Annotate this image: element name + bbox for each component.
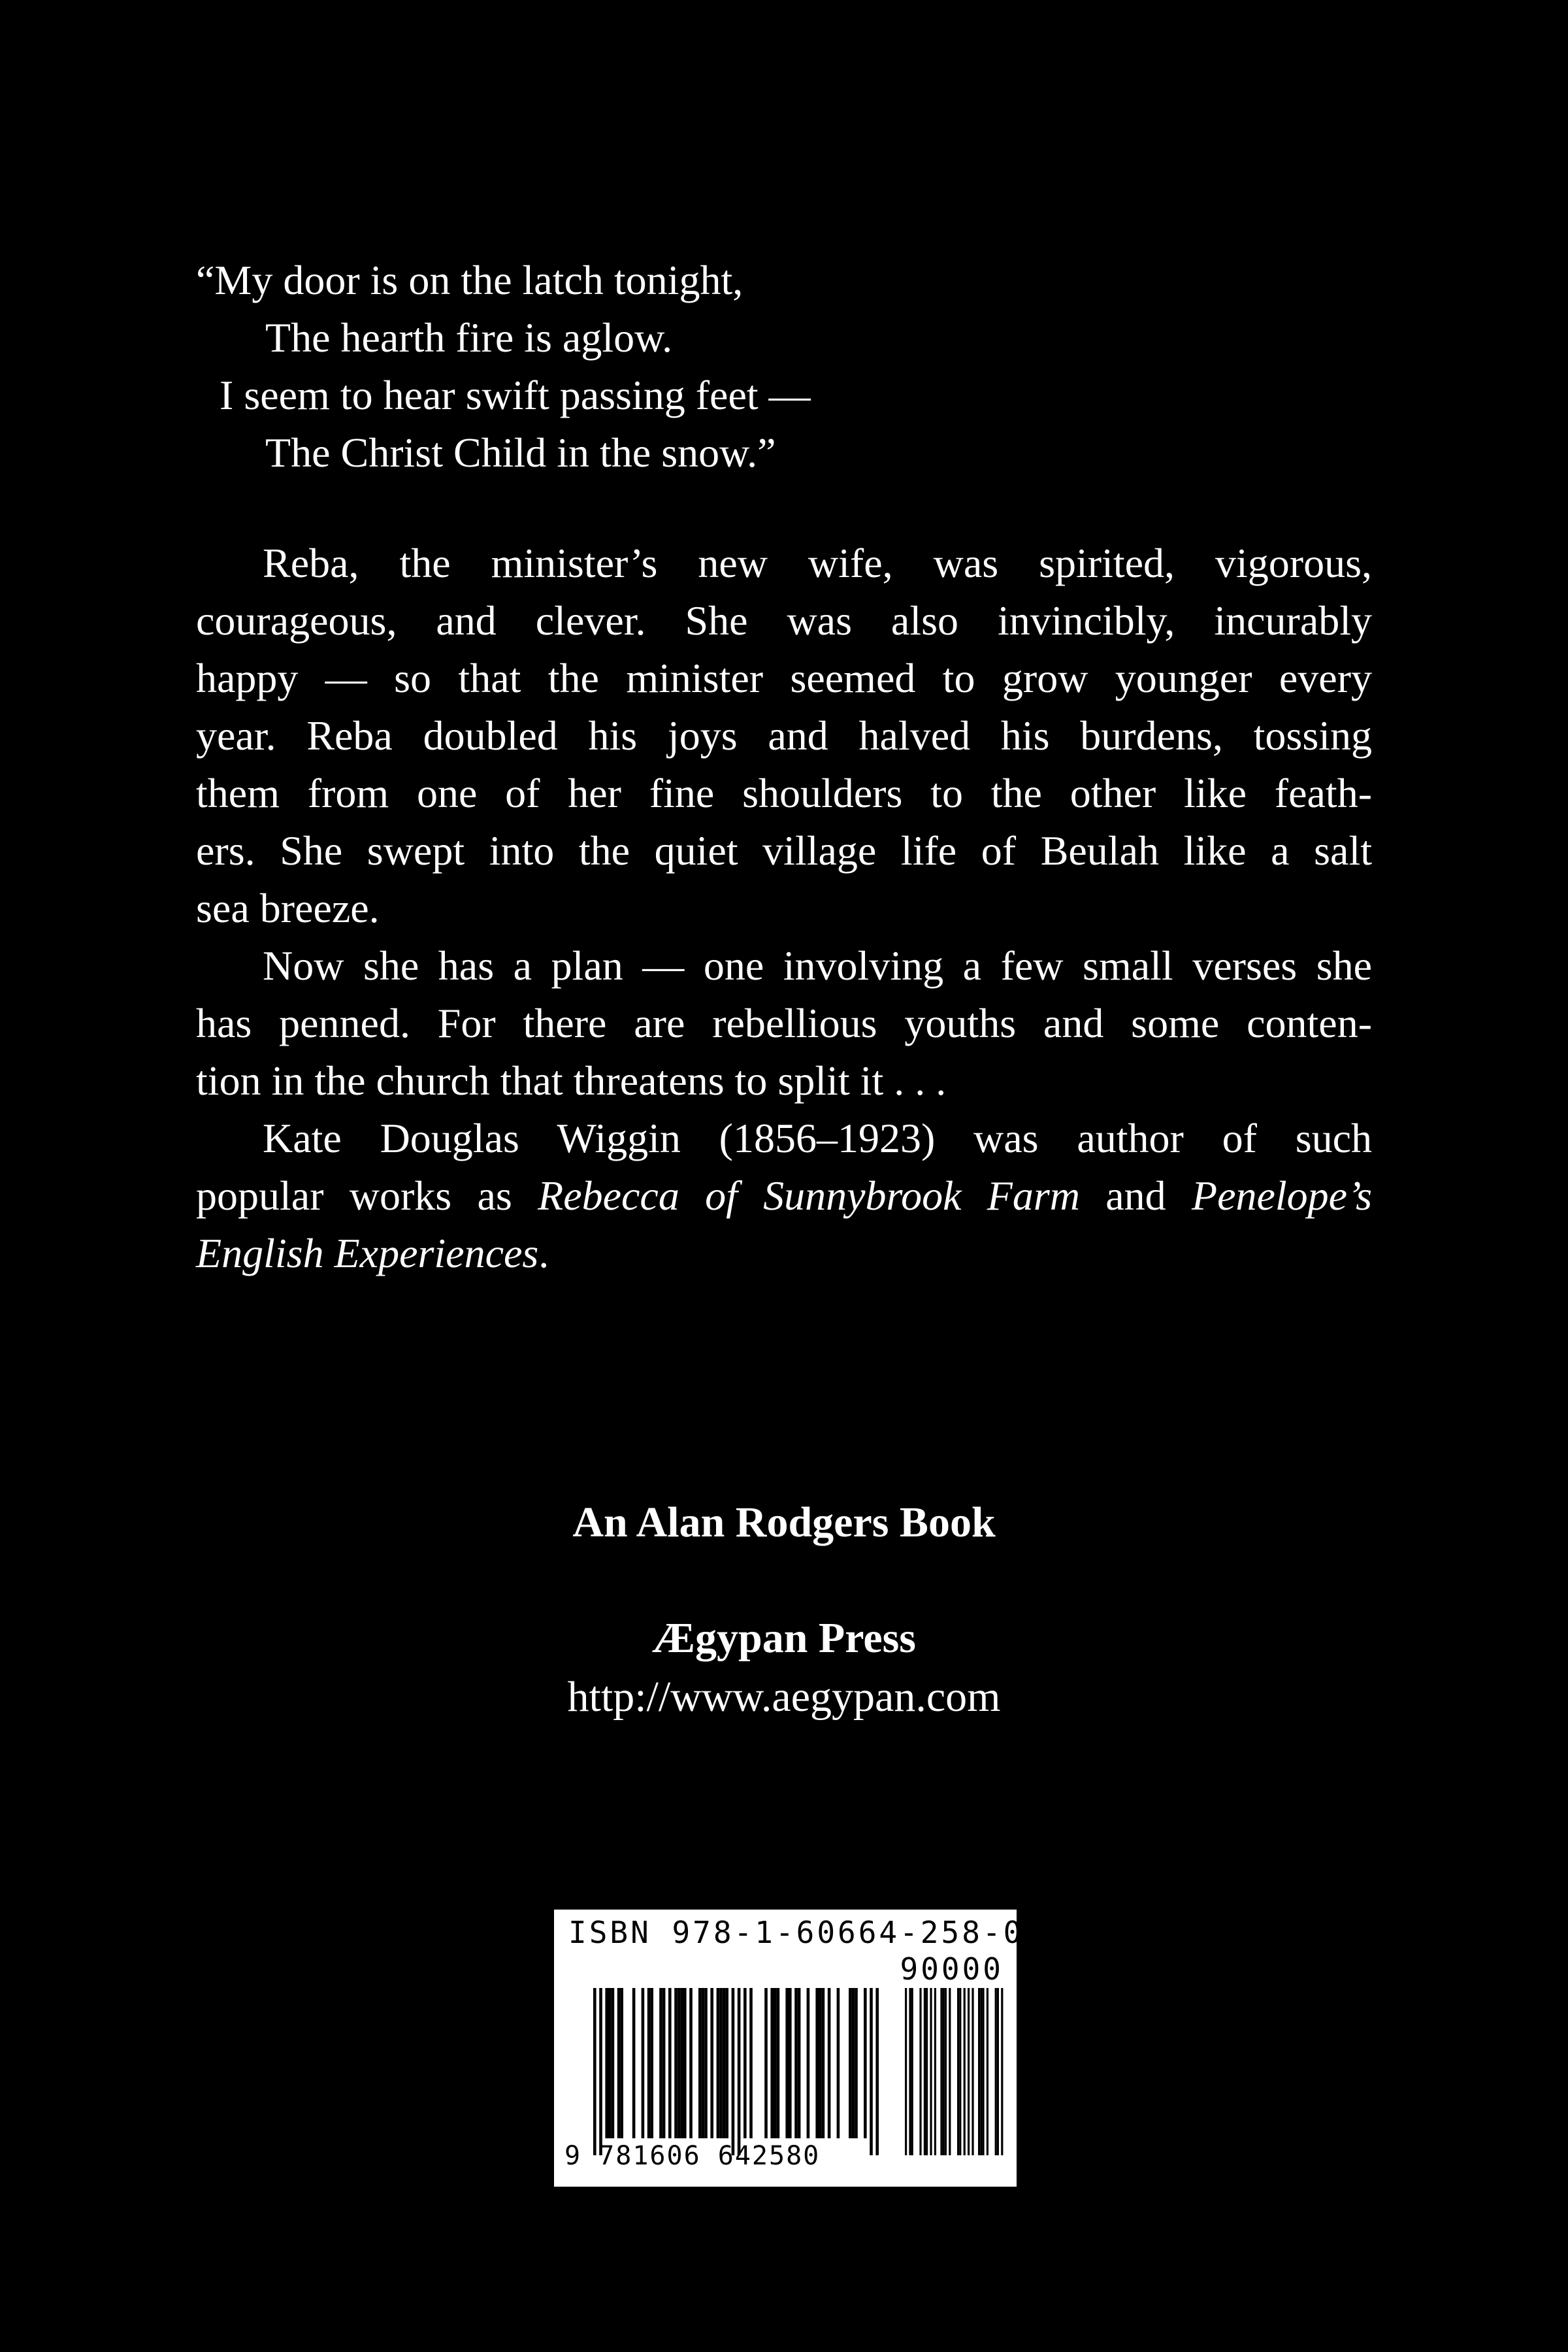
- addon-bar: [930, 1988, 932, 2155]
- barcode-bar: [725, 1988, 728, 2138]
- addon-bar: [949, 1988, 951, 2155]
- barcode-bar: [815, 1988, 819, 2138]
- barcode-bar: [870, 1988, 873, 2155]
- addon-bar: [1001, 1988, 1003, 2155]
- barcode-bar: [785, 1988, 789, 2138]
- poem-line: The Christ Child in the snow.”: [265, 429, 776, 476]
- blurb-line: year. Reba doubled his joys and halved his burdens, tossing: [196, 712, 1372, 759]
- barcode-bar: [617, 1988, 621, 2138]
- addon-bar: [982, 1988, 984, 2155]
- addon-bar: [978, 1988, 980, 2155]
- publisher-url[interactable]: http://www.aegypan.com: [567, 1673, 1001, 1721]
- barcode-bar: [612, 1988, 615, 2138]
- barcode-bar: [852, 1988, 855, 2138]
- barcode-bar: [678, 1988, 681, 2138]
- barcode-bar: [855, 1988, 858, 2138]
- blurb-paragraph-1: [196, 535, 1372, 937]
- blurb-line: ers. She swept into the quiet village life of Beulah like a salt: [196, 827, 1372, 874]
- barcode-bar: [632, 1988, 636, 2138]
- barcode-bar: [704, 1988, 708, 2138]
- barcode-bar: [608, 1988, 612, 2138]
- barcode-bar: [717, 1988, 720, 2138]
- barcode-bar: [593, 1988, 596, 2155]
- barcode-bar: [723, 1988, 726, 2138]
- poem-line: The hearth fire is aglow.: [265, 314, 673, 361]
- addon-bar: [995, 1988, 997, 2155]
- barcode-bar: [732, 1988, 735, 2155]
- barcode-bar: [719, 1988, 723, 2138]
- addon-bar: [957, 1988, 959, 2155]
- epigraph-poem: [196, 252, 1372, 482]
- barcode-bar: [807, 1988, 810, 2138]
- addon-bar: [926, 1988, 928, 2155]
- addon-bar: [945, 1988, 947, 2155]
- barcode-bar: [770, 1988, 774, 2138]
- bio-text: and: [1080, 1172, 1192, 1219]
- blurb-line: sea breeze.: [196, 885, 380, 931]
- series-credit: An Alan Rodgers Book: [572, 1499, 996, 1546]
- barcode-bar: [702, 1988, 705, 2138]
- blurb-line: [196, 1225, 1372, 1282]
- addon-bar: [934, 1988, 936, 2155]
- ean-digits: 9 781606 642580: [564, 2141, 821, 2171]
- barcode-bar: [599, 1988, 602, 2155]
- barcode-bar: [710, 1988, 713, 2138]
- barcode-bar: [674, 1988, 678, 2138]
- barcode-bar: [875, 1988, 879, 2155]
- barcode-bar: [828, 1988, 831, 2138]
- barcode-bar: [650, 1988, 653, 2138]
- book-title-rebecca: Rebecca of Sunnybrook Farm: [538, 1172, 1080, 1219]
- blurb-line: Now she has a plan — one involving a few small verses she: [263, 942, 1372, 989]
- addon-bar: [980, 1988, 982, 2155]
- publisher-name: Ægypan Press: [652, 1614, 916, 1662]
- addon-bar: [972, 1988, 973, 2155]
- barcode-bar: [837, 1988, 840, 2138]
- addon-bar: [964, 1988, 966, 2155]
- addon-bar: [905, 1988, 907, 2155]
- addon-bar: [987, 1988, 988, 2155]
- barcode-bar: [822, 1988, 825, 2138]
- isbn-barcode: [554, 1910, 1024, 2187]
- addon-bar: [919, 1988, 921, 2155]
- blurb-line: tion in the church that threatens to split it . . .: [196, 1057, 947, 1104]
- barcode-bar: [668, 1988, 672, 2138]
- barcode-bar: [683, 1988, 687, 2138]
- barcode-bar: [642, 1988, 645, 2138]
- price-addon: 90000: [900, 1951, 1004, 1987]
- barcode-bar: [777, 1988, 780, 2138]
- addon-bar: [924, 1988, 926, 2155]
- addon-bar: [911, 1988, 913, 2155]
- barcode-bar: [620, 1988, 623, 2138]
- barcode-bar: [647, 1988, 651, 2138]
- barcode-bar: [794, 1988, 798, 2138]
- bio-text: .: [538, 1230, 549, 1276]
- barcode-bar: [798, 1988, 801, 2138]
- barcode-bar: [659, 1988, 662, 2138]
- barcode-bar: [764, 1988, 768, 2138]
- barcode-bar: [849, 1988, 852, 2138]
- addon-bar: [968, 1988, 970, 2155]
- barcode-bar: [680, 1988, 683, 2138]
- blurb-line: Reba, the minister’s new wife, was spirited, vigorous,: [263, 540, 1372, 586]
- barcode-bar: [789, 1988, 792, 2138]
- barcode-bar: [738, 1988, 741, 2155]
- blurb-line: Kate Douglas Wiggin (1856–1923) was author of such: [263, 1115, 1372, 1161]
- author-bio: [196, 1110, 1372, 1282]
- addon-bar: [997, 1988, 999, 2155]
- addon-bar: [959, 1988, 961, 2155]
- blurb-paragraph-2: [196, 937, 1372, 1110]
- barcode-bar: [605, 1988, 608, 2138]
- blurb-line: has penned. For there are rebellious youths and some conten-: [196, 1000, 1372, 1046]
- blurb-line: happy — so that the minister seemed to grow younger every: [196, 655, 1372, 701]
- barcode-bar: [749, 1988, 753, 2138]
- barcode-bar: [819, 1988, 822, 2138]
- poem-line: “My door is on the latch tonight,: [196, 257, 743, 303]
- isbn-label: ISBN 978-1-60664-258-0: [568, 1915, 1024, 1950]
- barcode-bar: [698, 1988, 702, 2138]
- addon-bar: [943, 1988, 945, 2155]
- blurb-line: courageous, and clever. She was also invincibly, incurably: [196, 597, 1372, 644]
- barcode-bar: [662, 1988, 666, 2138]
- barcode-bar: [689, 1988, 693, 2138]
- addon-bar: [909, 1988, 911, 2155]
- bio-text: popular works as: [196, 1172, 538, 1219]
- book-title-penelope: Penelope’s: [1191, 1172, 1373, 1219]
- blurb: [196, 535, 1372, 1282]
- blurb-line: them from one of her fine shoulders to the other like feath-: [196, 770, 1372, 816]
- barcode-bar: [864, 1988, 867, 2138]
- book-title-penelope-cont: English Experiences: [196, 1230, 539, 1276]
- barcode-bar: [774, 1988, 777, 2138]
- addon-bar: [940, 1988, 942, 2155]
- poem-line: I seem to hear swift passing feet —: [220, 372, 811, 418]
- blurb-line: [196, 1167, 1372, 1225]
- barcode-bar: [743, 1988, 747, 2138]
